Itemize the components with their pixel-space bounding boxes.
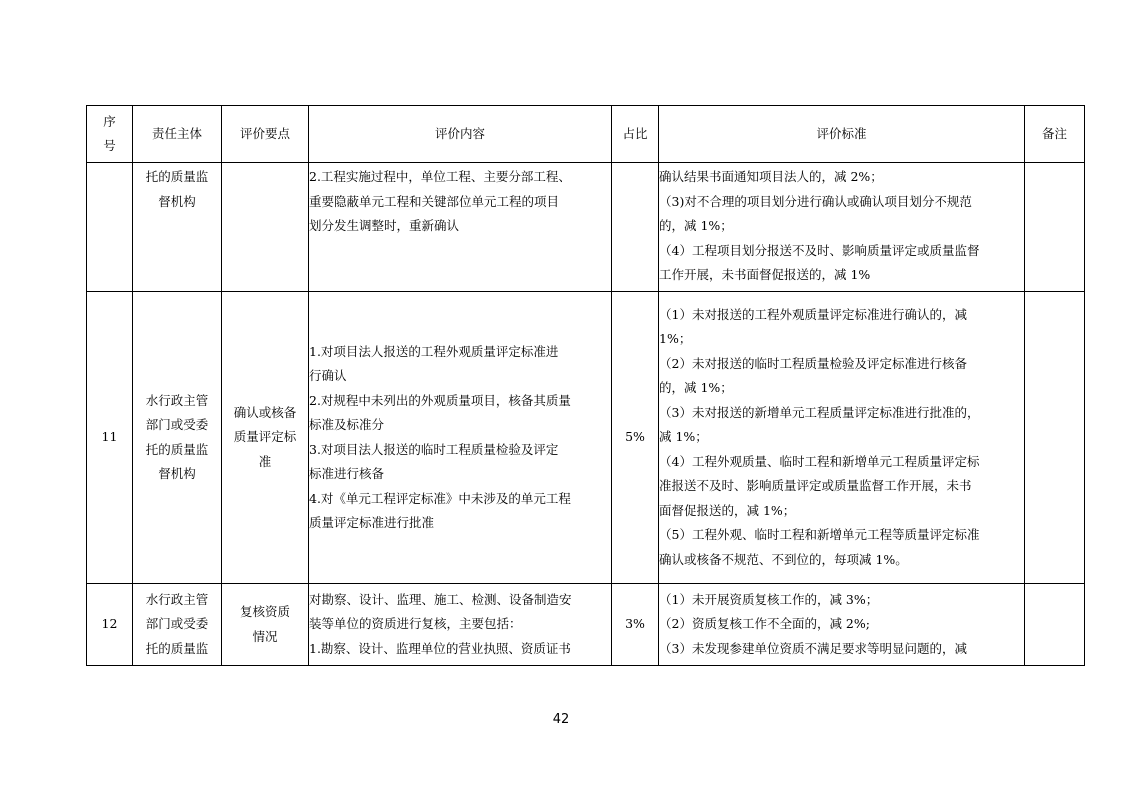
criteria-line: 的，减 1%； <box>659 218 733 233</box>
criteria-line: 确认结果书面通知项目法人的，减 2%； <box>659 169 883 184</box>
criteria-line: （1）未开展资质复核工作的，减 3%； <box>659 591 879 607</box>
content-line: 2.工程实施过程中，单位工程、主要分部工程、 <box>309 169 571 184</box>
header-subject: 责任主体 <box>133 106 222 163</box>
row-criteria-cell <box>659 584 1025 666</box>
content-line: 1.对项目法人报送的工程外观质量评定标准进 <box>309 343 559 359</box>
key-point-line: 质量评定标 <box>233 429 297 445</box>
content-line: 4.对《单元工程评定标准》中未涉及的单元工程 <box>309 490 571 506</box>
row-remarks-cell <box>1025 584 1085 666</box>
criteria-line: （4）工程外观质量、临时工程和新增单元工程质量评定标 <box>659 453 980 469</box>
header-criteria: 评价标准 <box>659 106 1025 163</box>
criteria-line: 减 1%； <box>659 429 708 445</box>
content-line: 质量评定标准进行批准 <box>309 515 435 530</box>
content-line: 对勘察、设计、监理、施工、检测、设备制造安 <box>309 591 572 607</box>
row-ratio-cell: 3% <box>612 584 659 666</box>
content-line: 1.勘察、设计、监理单位的营业执照、资质证书 <box>309 640 571 656</box>
evaluation-table <box>86 105 1085 666</box>
criteria-line: （2）未对报送的临时工程质量检验及评定标准进行核备 <box>659 355 967 371</box>
table-row <box>87 163 1085 292</box>
header-index-line-1: 序 <box>103 113 116 129</box>
criteria-line: 工作开展，未书面督促报送的，减 1% <box>659 267 871 282</box>
criteria-line: 准报送不及时、影响质量评定或质量监督工作开展，未书 <box>659 478 972 494</box>
subject-line: 水行政主管 <box>145 591 209 607</box>
subject-line: 部门或受委 <box>145 616 209 632</box>
row-key-point-cell <box>222 584 309 666</box>
header-row <box>87 106 1085 163</box>
subject-line: 督机构 <box>158 466 196 481</box>
key-point-line: 准 <box>258 453 272 469</box>
criteria-line: （3）未对报送的新增单元工程质量评定标准进行批准的， <box>659 404 980 420</box>
row-content-cell <box>309 163 612 292</box>
row-subject-cell <box>133 584 222 666</box>
criteria-line: （3）未发现参建单位资质不满足要求等明显问题的，减 <box>659 640 967 656</box>
criteria-line: 的，减 1%； <box>659 380 733 396</box>
row-criteria-cell <box>659 292 1025 584</box>
criteria-line: （5）工程外观、临时工程和新增单元工程等质量评定标准 <box>659 527 980 543</box>
subject-line: 水行政主管 <box>145 392 209 408</box>
subject-line: 托的质量监 <box>145 640 209 656</box>
criteria-line: （2）资质复核工作不全面的，减 2%; <box>659 616 870 632</box>
content-line: 标准进行核备 <box>309 466 385 481</box>
criteria-line: 1%； <box>659 331 692 347</box>
row-content-cell <box>309 584 612 666</box>
row-criteria-cell <box>659 163 1025 292</box>
subject-line: 部门或受委 <box>145 417 209 432</box>
content-line: 标准及标准分 <box>309 417 385 432</box>
row-ratio-cell <box>612 163 659 292</box>
key-point-line: 确认或核备 <box>233 404 297 420</box>
content-line: 3.对项目法人报送的临时工程质量检验及评定 <box>309 441 559 457</box>
subject-line: 托的质量监 <box>145 441 209 457</box>
key-point-line: 情况 <box>252 628 278 644</box>
row-ratio-cell: 5% <box>612 292 659 584</box>
row-remarks-cell <box>1025 292 1085 584</box>
criteria-line: （1）未对报送的工程外观质量评定标准进行确认的，减 <box>659 306 967 322</box>
page-number: 42 <box>552 712 570 727</box>
table-row <box>87 292 1085 584</box>
subject-line: 托的质量监 <box>145 169 209 184</box>
row-index-cell: 11 <box>87 292 133 584</box>
criteria-line: 确认或核备不规范、不到位的，每项减 1%。 <box>659 551 908 567</box>
content-line: 划分发生调整时，重新确认 <box>309 218 460 233</box>
subject-line: 督机构 <box>158 193 196 209</box>
row-index-cell <box>87 163 133 292</box>
row-key-point-cell <box>222 292 309 584</box>
content-line: 行确认 <box>309 368 347 383</box>
header-key-point: 评价要点 <box>222 106 309 163</box>
header-remarks: 备注 <box>1025 106 1085 163</box>
content-line: 装等单位的资质进行复核，主要包括： <box>309 616 522 632</box>
row-remarks-cell <box>1025 163 1085 292</box>
criteria-line: 面督促报送的，减 1%； <box>659 502 796 518</box>
key-point-line: 复核资质 <box>239 604 290 619</box>
header-content: 评价内容 <box>309 106 612 163</box>
criteria-line: （4）工程项目划分报送不及时、影响质量评定或质量监督 <box>659 242 980 258</box>
row-subject-cell <box>133 292 222 584</box>
content-line: 重要隐蔽单元工程和关键部位单元工程的项目 <box>309 193 560 209</box>
criteria-line: （3)对不合理的项目划分进行确认或确认项目划分不规范 <box>659 193 972 209</box>
header-index <box>87 106 133 163</box>
row-index-cell: 12 <box>87 584 133 666</box>
row-key-point-cell <box>222 163 309 292</box>
header-index-line-2: 号 <box>103 138 116 153</box>
content-line: 2.对规程中未列出的外观质量项目，核备其质量 <box>309 392 571 408</box>
row-content-cell <box>309 292 612 584</box>
row-subject-cell <box>133 163 222 292</box>
header-ratio: 占比 <box>612 106 659 163</box>
table-row <box>87 584 1085 666</box>
